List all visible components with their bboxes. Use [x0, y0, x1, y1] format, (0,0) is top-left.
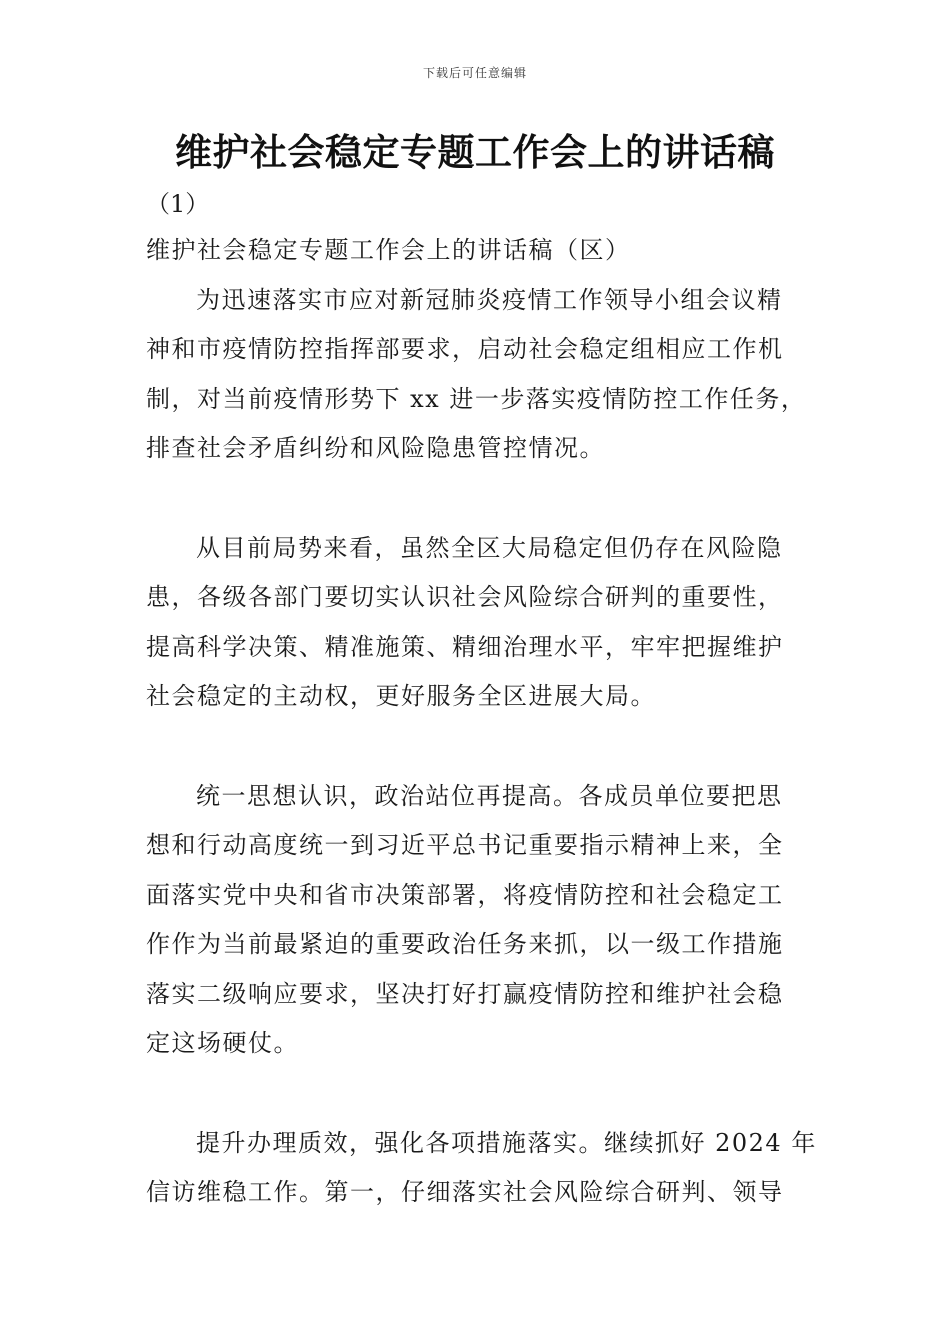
- paragraph-line: 落实二级响应要求，坚决打好打赢疫情防控和维护社会稳: [146, 979, 784, 1008]
- paragraph-line: 社会稳定的主动权，更好服务全区进展大局。: [146, 682, 656, 710]
- paragraph-line: 提升办理质效，强化各项措施落实。继续抓好 2024 年: [196, 1128, 817, 1157]
- paragraph-line: 统一思想认识，政治站位再提高。各成员单位要把思: [196, 781, 783, 810]
- document-title: 维护社会稳定专题工作会上的讲话稿: [175, 131, 775, 174]
- paragraph: [146, 1119, 817, 1218]
- paragraph-line: 排查社会矛盾纠纷和风险隐患管控情况。: [146, 434, 605, 462]
- paragraph-line: 定这场硬仗。: [146, 1029, 299, 1057]
- paragraph-line: 提高科学决策、精准施策、精细治理水平，牢牢把握维护: [146, 632, 784, 661]
- paragraph-spacer: [146, 722, 810, 772]
- paragraph-spacer: [146, 474, 810, 524]
- paragraph-line: 面落实党中央和省市决策部署，将疫情防控和社会稳定工: [146, 880, 784, 909]
- paragraph-line: 想和行动高度统一到习近平总书记重要指示精神上来，全: [146, 831, 784, 859]
- paragraph-line: 信访维稳工作。第一，仔细落实社会风险综合研判、领导: [146, 1178, 784, 1206]
- paragraph-line: 制，对当前疫情形势下 xx 进一步落实疫情防控工作任务，: [146, 384, 807, 413]
- paragraph-line: 为迅速落实市应对新冠肺炎疫情工作领导小组会议精: [196, 285, 783, 314]
- title-suffix: （1）: [146, 190, 210, 218]
- paragraph-spacer: [146, 1069, 810, 1119]
- paragraph: [146, 524, 810, 722]
- document-body: [146, 226, 817, 1218]
- paragraph: [146, 772, 810, 1069]
- paragraph-line: 神和市疫情防控指挥部要求，启动社会稳定组相应工作机: [146, 335, 784, 363]
- header-note: 下载后可任意编辑: [422, 66, 527, 80]
- paragraph: [146, 276, 810, 474]
- subtitle: 维护社会稳定专题工作会上的讲话稿（区）: [146, 236, 631, 264]
- paragraph-line: 患，各级各部门要切实认识社会风险综合研判的重要性，: [146, 583, 784, 611]
- paragraph-line: 从目前局势来看，虽然全区大局稳定但仍存在风险隐: [196, 533, 783, 562]
- paragraph-line: 作作为当前最紧迫的重要政治任务来抓，以一级工作措施: [146, 930, 784, 958]
